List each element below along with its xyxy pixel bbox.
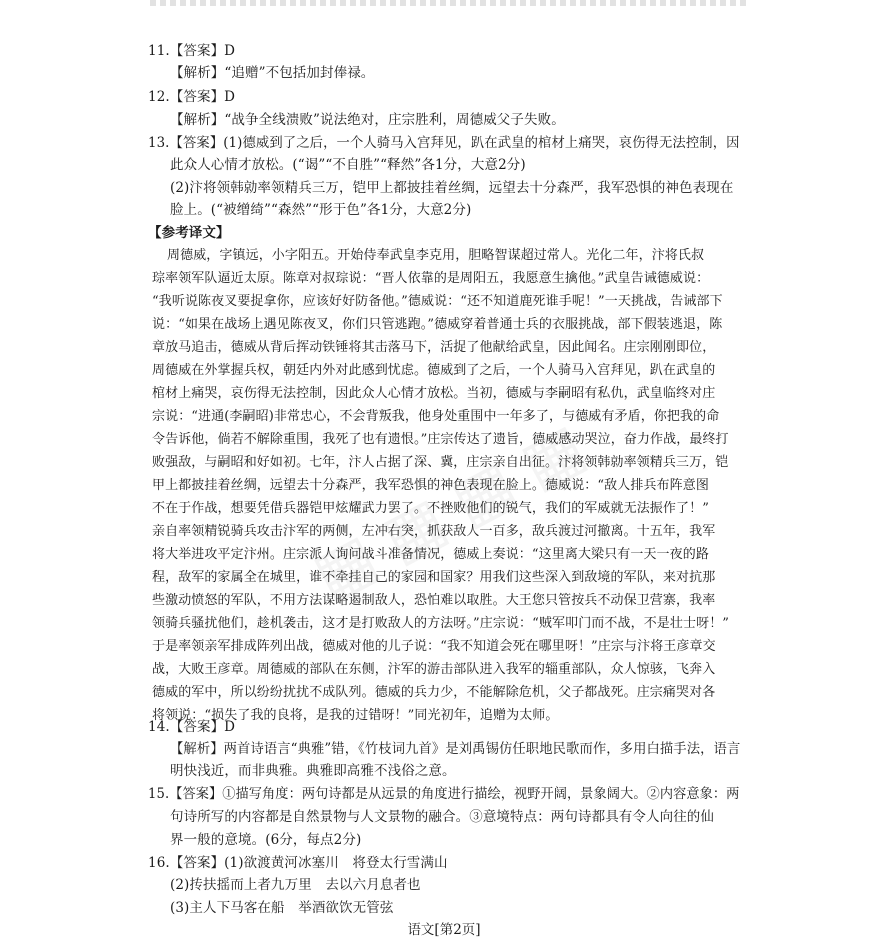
translation-line: 令告诉他，倘若不解除重围，我死了也有遗恨。”庄宗传达了遗旨，德威感动哭泣，奋力作战，最终打 [152, 432, 729, 447]
analysis-14-line2: 明快浅近，而非典雅。典雅即高雅不浅俗之意。 [170, 763, 456, 779]
answer-13-line4: 脸上。(“被缯绮”“森然”“形于色”各1分，大意2分) [170, 202, 472, 218]
translation-line: 程，敌军的家属全在城里，谁不牵挂自己的家园和国家？用我们这些深入到敌境的军队，来对抗那 [152, 570, 716, 585]
analysis-11: 【解析】“追赠”不包括加封俸禄。 [170, 65, 375, 81]
translation-line: 棺材上痛哭，哀伤得无法控制，因此众人心情才放松。当初，德威与李嗣昭有私仇，武皇临终对庄 [152, 386, 716, 401]
translation-line: 不在于作战，想要凭借兵器铠甲炫耀武力罢了。不挫败他们的锐气，我们的军威就无法振作了！” [152, 501, 709, 516]
answer-16-line2: (2)抟扶摇而上者九万里 去以六月息者也 [170, 877, 421, 893]
translation-line: 章放马追击，德威从背后挥动铁锤将其击落马下，活捉了他献给武皇，因此闻名。庄宗刚刚即位， [152, 340, 716, 355]
translation-line: 周德威，字镇远，小字阳五。开始侍奉武皇李克用，胆略智谋超过常人。光化二年，汴将氏叔 [167, 248, 705, 263]
translation-line: 德威的军中，所以纷纷扰扰不成队列。德威的兵力少，不能解除危机，父子都战死。庄宗痛哭对各 [152, 685, 716, 700]
answer-15-line2: 句诗所写的内容都是自然景物与人文景物的融合。③意境特点：两句诗都具有令人向往的仙 [170, 809, 714, 825]
answer-14: 14.【答案】D [148, 719, 236, 735]
translation-heading: 【参考译文】 [148, 225, 230, 241]
translation-line: 甲上都披挂着丝绸，远望去十分森严，我军恐惧的神色表现在脸上。德威说：“敌人排兵布阵意图 [152, 478, 709, 493]
analysis-14-line1: 【解析】两首诗语言“典雅”错，《竹枝词九首》是刘禹锡仿任职地民歌而作，多用白描手法，语言 [170, 741, 741, 757]
translation-line: 亲自率领精锐骑兵攻击汴军的两侧，左冲右突，抓获敌人一百多，敌兵渡过河撤离。十五年，我军 [152, 524, 716, 539]
answer-12: 12.【答案】D [148, 89, 236, 105]
translation-line: 说：“如果在战场上遇见陈夜叉，你们只管逃跑。”德威穿着普通士兵的衣服挑战，部下假装逃退，陈 [152, 317, 723, 332]
answer-13-line1: 13.【答案】(1)德威到了之后，一个人骑马入宫拜见，趴在武皇的棺材上痛哭，哀伤得无法控制，因 [148, 135, 740, 151]
translation-line: 领骑兵骚扰他们，趁机袭击，这才是打败敌人的方法呀。”庄宗说：“贼军叩门而不战，不是壮士呀！” [152, 616, 730, 631]
answer-11: 11.【答案】D [148, 43, 236, 59]
header-strip [150, 0, 750, 6]
translation-line: 于是率领亲军排成阵列出战，德威对他的儿子说：“我不知道会死在哪里呀！”庄宗与汴将王彦章交 [152, 639, 716, 654]
translation-line: 些激动愤怒的军队，不用方法谋略遏制敌人，恐怕难以取胜。大王您只管按兵不动保卫营寨，我率 [152, 593, 716, 608]
answer-15-line3: 界一般的意境。(6分，每点2分) [170, 832, 362, 848]
answer-16-line3: (3)主人下马客在船 举酒欲饮无管弦 [170, 900, 394, 916]
translation-line: 宗说：“进通(李嗣昭)非常忠心，不会背叛我，他身处重围中一年多了，与德威有矛盾，你把我的命 [152, 409, 720, 424]
translation-line: 败强敌，与嗣昭和好如初。七年，汴人占据了深、冀，庄宗亲自出征。汴将领韩勍率领精兵三万，铠 [152, 455, 729, 470]
translation-line: 周德威在外掌握兵权，朝廷内外对此感到忧虑。德威到了之后，一个人骑马入宫拜见，趴在武皇的 [152, 363, 716, 378]
translation-line: 将大举进攻平定汴州。庄宗派人询问战斗准备情况，德威上奏说：“这里离大梁只有一天一夜的路 [152, 547, 709, 562]
answer-13-line2: 此众人心情才放松。(“谒”“不自胜”“释然”各1分，大意2分) [170, 157, 526, 173]
answer-15-line1: 15.【答案】①描写角度：两句诗都是从远景的角度进行描绘，视野开阔，景象阔大。②内容意象：两 [148, 786, 740, 802]
translation-line: “我听说陈夜叉要捉拿你，应该好好防备他。”德威说：“还不知道鹿死谁手呢！”一天挑战，告诫部下 [152, 294, 723, 309]
translation-line: 战，大败王彦章。周德威的部队在东侧，汴军的游击部队进入我军的辎重部队，众人惊骇，飞奔入 [152, 662, 716, 677]
page-footer: 语文[第2页] [407, 922, 481, 938]
answer-16-line1: 16.【答案】(1)欲渡黄河冰塞川 将登太行雪满山 [148, 855, 448, 871]
analysis-12: 【解析】“战争全线溃败”说法绝对，庄宗胜利，周德威父子失败。 [170, 112, 565, 128]
translation-line: 将领说：“损失了我的良将，是我的过错呀！”同光初年，追赠为太师。 [152, 708, 559, 723]
answer-13-line3: (2)汴将领韩勍率领精兵三万，铠甲上都披挂着丝绸，远望去十分森严，我军恐惧的神色表现在 [170, 180, 734, 196]
translation-line: 琮率领军队逼近太原。陈章对叔琮说：“晋人依靠的是周阳五，我愿意生擒他。”武皇告诫德威说： [152, 271, 710, 286]
